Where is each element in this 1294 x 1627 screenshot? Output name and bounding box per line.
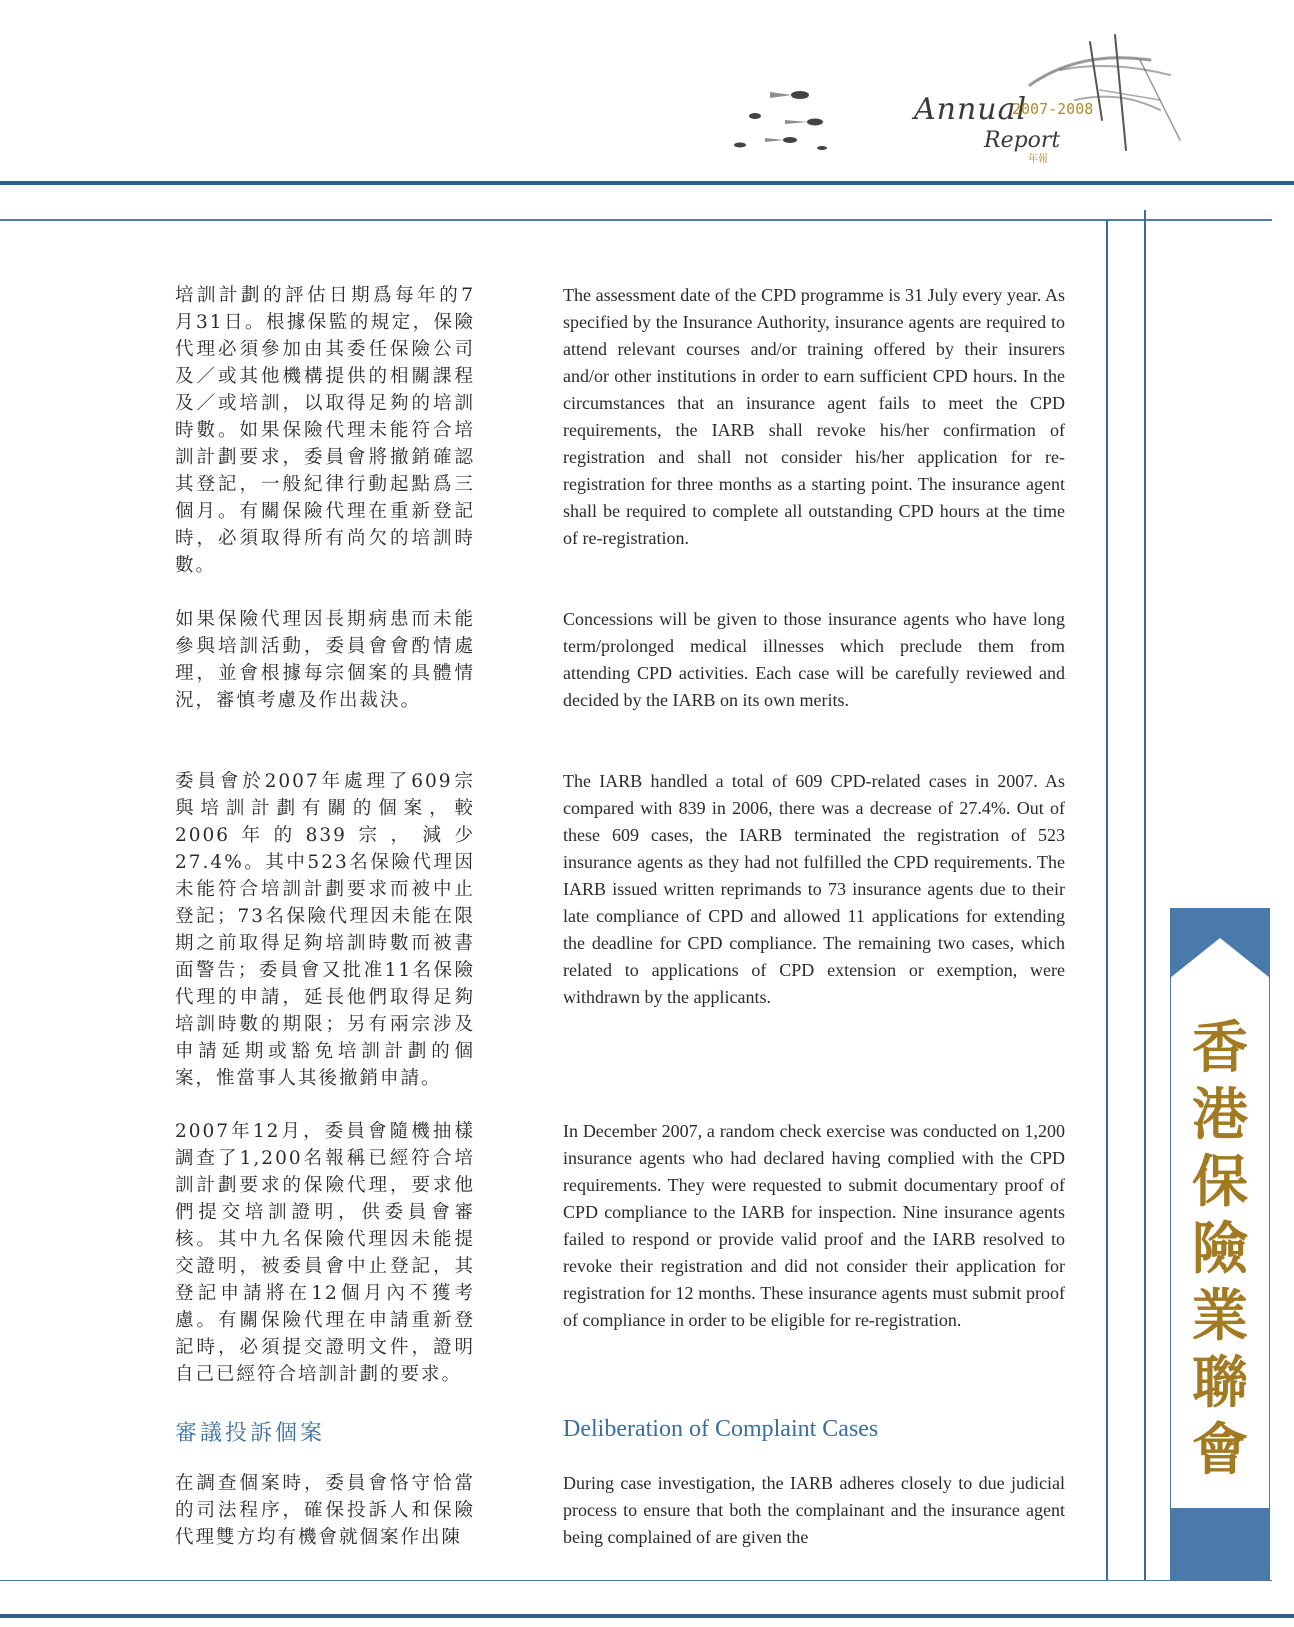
org-char: 香 [1192,1015,1248,1081]
header-rule [0,181,1294,185]
cn-paragraph-cpd-assessment: 培訓計劃的評估日期爲每年的7月31日。根據保監的規定，保險代理必須參加由其委任保險公司及／或其他機構提供的相關課程及／或培訓，以取得足夠的培訓時數。如果保險代理未能符合培訓計劃要求，委員會將撤銷確認其登記，一般紀律行動起點爲三個月。有關保險代理在重新登記時，必須取得所有尚欠的培訓時數。 [175,285,475,576]
en-paragraph-concessions: Concessions will be given to those insurance agents who have long term/prolonged medical illnesses which preclude them from attending CPD activities. Each case will be carefully reviewed and decided by the IARB on its own merits. [563,609,1065,710]
org-char: 聯 [1192,1350,1248,1416]
footer-rule-thin [0,1580,1272,1581]
org-char: 港 [1192,1082,1248,1148]
org-char: 險 [1192,1216,1248,1282]
en-paragraph-random-check: In December 2007, a random check exercise was conducted on 1,200 insurance agents who had declared having complied with the CPD requirements. They were requested to submit documentary proof of CPD compliance to the IARB for inspection. Nine insurance agents failed to respond or provide valid proof and the IARB resolved to revoke their registration and did not consider their application for registration for 12 months. These insurance agents must submit proof of compliance in order to be eligible for re-registration. [563,1121,1065,1330]
cn-paragraph-random-check: 2007年12月，委員會隨機抽樣調查了1,200名報稱已經符合培訓計劃要求的保險代理，要求他們提交培訓證明，供委員會審核。其中九名保險代理因未能提交證明，被委員會中止登記，其登記申請將在12個月內不獲考慮。有關保險代理在申請重新登記時，必須提交證明文件，證明自己已經符合培訓計劃的要求。 [175,1121,475,1385]
page-number: 28 [1150,1556,1167,1575]
cn-section-heading: 審議投訴個案 [175,1421,326,1446]
org-char: 業 [1192,1283,1248,1349]
cn-paragraph-concessions: 如果保險代理因長期病患而未能參與培訓活動，委員會會酌情處理，並會根據每宗個案的具體情況，審慎考慮及作出裁決。 [175,609,475,711]
org-char: 保 [1192,1149,1248,1215]
en-paragraph-investigation: During case investigation, the IARB adheres closely to due judicial process to ensure that both the complainant and the insurance agent being complained of are given the [563,1473,1065,1547]
org-char: 會 [1192,1417,1248,1483]
report-years: 2007-2008 [1012,100,1094,118]
sidebar-line-inner [1106,220,1108,1580]
organisation-name-vertical [1170,1015,1270,1484]
report-cn-label: 年報 [1028,154,1048,165]
report-wordmark: Report [984,128,1061,153]
cn-paragraph-cases-2007: 委員會於2007年處理了609宗與培訓計劃有關的個案，較2006年的839宗，減少27.4%。其中523名保險代理因未能符合培訓計劃要求而被中止登記；73名保險代理因未能在限期之前取得足夠培訓時數而被書面警告；委員會又批准11名保險代理的申請，延長他們取得足夠培訓時數的期限；另有兩宗涉及申請延期或豁免培訓計劃的個案，惟當事人其後撤銷申請。 [175,771,475,1089]
annual-report-wordmark: Annual [914,92,1028,127]
en-paragraph-cases-2007: The IARB handled a total of 609 CPD-related cases in 2007. As compared with 839 in 2006, there was a decrease of 27.4%. Out of these 609 cases, the IARB terminated the registration of 523 insurance agents as they had not fulfilled the CPD requirements. The IARB issued written reprimands to 73 insurance agents due to their late compliance of CPD and allowed 11 applications for extending the deadline for CPD compliance. The remaining two cases, which related to applications of CPD extension or exemption, were withdrawn by the applicants. [563,771,1065,1007]
en-section-heading: Deliberation of Complaint Cases [563,1416,879,1442]
cn-paragraph-investigation: 在調查個案時，委員會恪守恰當的司法程序，確保投訴人和保險代理雙方均有機會就個案作出陳 [175,1473,475,1548]
footer-rule [0,1614,1294,1618]
header-rule-thin [0,219,1272,221]
en-paragraph-cpd-assessment: The assessment date of the CPD programme is 31 July every year. As specified by the Insurance Authority, insurance agents are required to attend relevant courses and/or training offered by their insurers and/or other institutions in order to earn sufficient CPD hours. In the circumstances that an insurance agent fails to meet the CPD requirements, the IARB shall revoke his/her confirmation of registration and shall not consider his/her application for re-registration for three months as a starting point. The insurance agent shall be required to complete all outstanding CPD hours at the time of re-registration. [563,285,1065,548]
sidebar-line-outer [1144,210,1146,1580]
